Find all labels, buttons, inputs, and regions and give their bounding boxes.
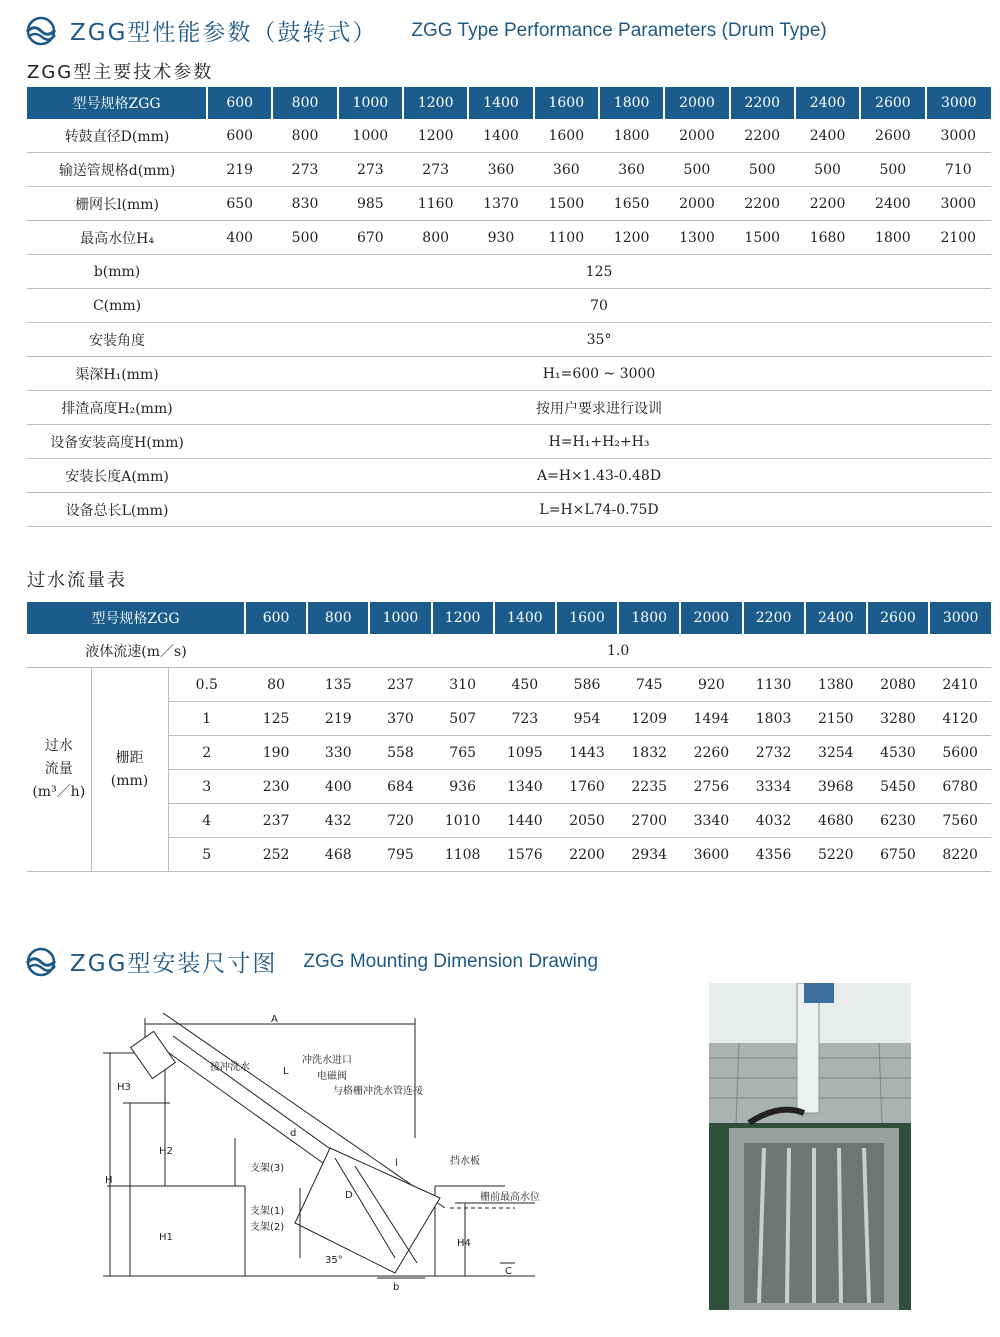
cell: 2600 — [860, 119, 925, 153]
cell: 237 — [245, 804, 307, 838]
pipe-conn-label: 与格栅冲洗水管连接 — [333, 1086, 423, 1097]
cell: 4356 — [743, 838, 805, 872]
cell: 684 — [369, 770, 431, 804]
table1-model: 2000 — [664, 87, 729, 119]
row-label: 最高水位H₄ — [27, 221, 207, 255]
table-row — [27, 153, 991, 187]
table1-header-row — [27, 87, 991, 119]
cell: 2732 — [743, 736, 805, 770]
row-label: 渠深H₁(mm) — [27, 357, 207, 391]
cell: 2050 — [556, 804, 618, 838]
mounting-dimension-drawing — [95, 1008, 545, 1293]
row-label: 设备安装高度H(mm) — [27, 425, 207, 459]
cell: 1300 — [664, 221, 729, 255]
cell: 800 — [403, 221, 468, 255]
cell: 1370 — [468, 187, 533, 221]
cell: 3254 — [805, 736, 867, 770]
table2-model: 2200 — [743, 602, 805, 634]
cell: 985 — [338, 187, 403, 221]
table1-model: 2600 — [860, 87, 925, 119]
row-label: 安装长度A(mm) — [27, 459, 207, 493]
table2-model: 1400 — [494, 602, 556, 634]
gap-value: 4 — [168, 804, 245, 838]
row-label: 设备总长L(mm) — [27, 493, 207, 527]
dim-b-label: b — [393, 1282, 400, 1293]
row-label: 安装角度 — [27, 323, 207, 357]
cell: 745 — [618, 668, 680, 702]
cell: 2400 — [860, 187, 925, 221]
cell: 1400 — [468, 119, 533, 153]
cell: 2200 — [730, 119, 795, 153]
main-parameters-table — [27, 87, 991, 527]
table1-subtitle: ZGG型主要技术参数 — [27, 62, 214, 83]
support3-label: 支架(3) — [250, 1163, 285, 1174]
flow-label-1: 过水 — [44, 738, 73, 754]
cell: 930 — [468, 221, 533, 255]
dim-A-label: A — [271, 1014, 278, 1025]
cell: 125 — [245, 702, 307, 736]
cell: 1095 — [494, 736, 556, 770]
gap-value: 3 — [168, 770, 245, 804]
cell: 1500 — [534, 187, 599, 221]
dim-L-label: L — [283, 1066, 289, 1077]
merged-cell: 70 — [207, 289, 991, 323]
cell: 5450 — [867, 770, 929, 804]
table-row — [27, 804, 991, 838]
cell: 2756 — [680, 770, 742, 804]
velocity-value: 1.0 — [245, 634, 991, 668]
cell: 2200 — [795, 187, 860, 221]
cell: 360 — [599, 153, 664, 187]
dim-C-label: C — [505, 1266, 512, 1277]
dim-H-label: H — [105, 1175, 113, 1186]
dim-H1-label: H1 — [159, 1232, 173, 1243]
cell: 2934 — [618, 838, 680, 872]
cell: 1500 — [730, 221, 795, 255]
spacing-label-1: 栅距 — [115, 749, 144, 766]
cell: 765 — [432, 736, 494, 770]
cell: 1200 — [599, 221, 664, 255]
cell: 252 — [245, 838, 307, 872]
table1-model: 600 — [207, 87, 272, 119]
cell: 1380 — [805, 668, 867, 702]
flush-inlet-label: 冲洗水进口 — [302, 1055, 352, 1066]
cell: 360 — [534, 153, 599, 187]
cell: 3280 — [867, 702, 929, 736]
row-label: 转鼓直径D(mm) — [27, 119, 207, 153]
table2-model: 2400 — [805, 602, 867, 634]
table1-model: 2200 — [730, 87, 795, 119]
table-row — [27, 289, 991, 323]
section1-header — [24, 14, 827, 47]
cell: 4530 — [867, 736, 929, 770]
flow-rate-table — [27, 602, 991, 872]
table1-model: 1800 — [599, 87, 664, 119]
table2-model: 2600 — [867, 602, 929, 634]
cell: 1200 — [403, 119, 468, 153]
table1-model: 1200 — [403, 87, 468, 119]
cell: 135 — [307, 668, 369, 702]
table-row — [27, 119, 991, 153]
cell: 432 — [307, 804, 369, 838]
table-row — [27, 357, 991, 391]
cell: 1800 — [860, 221, 925, 255]
cell: 800 — [272, 119, 337, 153]
cell: 1209 — [618, 702, 680, 736]
cell: 6750 — [867, 838, 929, 872]
row-label: b(mm) — [27, 255, 207, 289]
cell: 558 — [369, 736, 431, 770]
machine-photo — [709, 983, 911, 1310]
angle-label: 35° — [325, 1255, 343, 1266]
merged-cell: H₁=600 ~ 3000 — [207, 357, 991, 391]
cell: 2235 — [618, 770, 680, 804]
merged-cell: 按用户要求进行设训 — [207, 391, 991, 425]
cell: 500 — [272, 221, 337, 255]
dim-D-label: D — [345, 1190, 353, 1201]
dim-d-label: d — [290, 1128, 297, 1139]
cell: 720 — [369, 804, 431, 838]
flow-label-3: (m³／h) — [32, 784, 86, 800]
velocity-label: 液体流速(m／s) — [27, 634, 245, 668]
cell: 4680 — [805, 804, 867, 838]
cell: 2150 — [805, 702, 867, 736]
cell: 400 — [307, 770, 369, 804]
row-label: 栅网长l(mm) — [27, 187, 207, 221]
cell: 3000 — [926, 187, 991, 221]
flow-label — [27, 668, 91, 872]
cell: 370 — [369, 702, 431, 736]
cell: 310 — [432, 668, 494, 702]
velocity-row — [27, 634, 991, 668]
cell: 500 — [795, 153, 860, 187]
cell: 273 — [403, 153, 468, 187]
cell: 3334 — [743, 770, 805, 804]
flush-in-label: 接冲洗水 — [210, 1062, 250, 1073]
valve-label: 电磁阀 — [317, 1071, 347, 1082]
cell: 219 — [207, 153, 272, 187]
max-level-label: 栅前最高水位 — [480, 1192, 540, 1203]
cell: 450 — [494, 668, 556, 702]
baffle-label: 挡水板 — [450, 1156, 480, 1167]
cell: 2000 — [664, 187, 729, 221]
cell: 500 — [860, 153, 925, 187]
cell: 1680 — [795, 221, 860, 255]
cell: 795 — [369, 838, 431, 872]
dim-H3-label: H3 — [117, 1082, 131, 1093]
cell: 830 — [272, 187, 337, 221]
cell: 230 — [245, 770, 307, 804]
merged-cell: 35° — [207, 323, 991, 357]
gap-value: 1 — [168, 702, 245, 736]
cell: 468 — [307, 838, 369, 872]
cell: 1600 — [534, 119, 599, 153]
cell: 7560 — [929, 804, 991, 838]
table1-model: 3000 — [926, 87, 991, 119]
table-row — [27, 187, 991, 221]
cell: 80 — [245, 668, 307, 702]
cell: 2700 — [618, 804, 680, 838]
cell: 3968 — [805, 770, 867, 804]
table2-model: 800 — [307, 602, 369, 634]
gap-value: 2 — [168, 736, 245, 770]
cell: 1650 — [599, 187, 664, 221]
merged-cell: L=H×L74-0.75D — [207, 493, 991, 527]
row-label: 排渣高度H₂(mm) — [27, 391, 207, 425]
spacing-label — [91, 668, 168, 872]
table-row — [27, 838, 991, 872]
cell: 2200 — [556, 838, 618, 872]
cell: 8220 — [929, 838, 991, 872]
table2-model: 1800 — [618, 602, 680, 634]
table1-header-label: 型号规格ZGG — [27, 87, 207, 119]
table2-model: 1200 — [432, 602, 494, 634]
merged-cell: 125 — [207, 255, 991, 289]
table1-model: 1400 — [468, 87, 533, 119]
cell: 500 — [730, 153, 795, 187]
section1-title-en: ZGG Type Performance Parameters (Drum Type) — [411, 19, 827, 41]
table-row — [27, 221, 991, 255]
cell: 1010 — [432, 804, 494, 838]
cell: 1443 — [556, 736, 618, 770]
gap-value: 0.5 — [168, 668, 245, 702]
cell: 1440 — [494, 804, 556, 838]
cell: 1803 — [743, 702, 805, 736]
cell: 936 — [432, 770, 494, 804]
cell: 1130 — [743, 668, 805, 702]
cell: 6780 — [929, 770, 991, 804]
section2-title-cn: ZGG型安装尺寸图 — [70, 951, 278, 977]
dim-H4-label: H4 — [457, 1238, 471, 1249]
cell: 1760 — [556, 770, 618, 804]
cell: 2260 — [680, 736, 742, 770]
table-row — [27, 736, 991, 770]
cell: 4032 — [743, 804, 805, 838]
cell: 2200 — [730, 187, 795, 221]
table-row — [27, 425, 991, 459]
table2-model: 600 — [245, 602, 307, 634]
cell: 723 — [494, 702, 556, 736]
section1-title-cn: ZGG型性能参数（鼓转式） — [70, 20, 378, 46]
cell: 2400 — [795, 119, 860, 153]
cell: 1340 — [494, 770, 556, 804]
cell: 650 — [207, 187, 272, 221]
cell: 273 — [272, 153, 337, 187]
cell: 5600 — [929, 736, 991, 770]
table-row — [27, 770, 991, 804]
cell: 3000 — [926, 119, 991, 153]
merged-cell: H=H₁+H₂+H₃ — [207, 425, 991, 459]
cell: 500 — [664, 153, 729, 187]
cell: 670 — [338, 221, 403, 255]
table2-model: 3000 — [929, 602, 991, 634]
cell: 600 — [207, 119, 272, 153]
support2-label: 支架(2) — [250, 1222, 285, 1233]
cell: 954 — [556, 702, 618, 736]
gap-value: 5 — [168, 838, 245, 872]
merged-cell: A=H×1.43-0.48D — [207, 459, 991, 493]
support1-label: 支架(1) — [250, 1206, 285, 1217]
cell: 1108 — [432, 838, 494, 872]
table-row — [27, 702, 991, 736]
wave-logo-icon — [24, 16, 58, 46]
dim-l-label: l — [395, 1158, 398, 1169]
cell: 219 — [307, 702, 369, 736]
spacing-label-2: (mm) — [110, 772, 149, 789]
cell: 1100 — [534, 221, 599, 255]
cell: 2100 — [926, 221, 991, 255]
cell: 5220 — [805, 838, 867, 872]
row-label: C(mm) — [27, 289, 207, 323]
table-row — [27, 493, 991, 527]
cell: 360 — [468, 153, 533, 187]
cell: 4120 — [929, 702, 991, 736]
cell: 3340 — [680, 804, 742, 838]
dim-H2-label: H2 — [159, 1146, 173, 1157]
table2-model: 2000 — [680, 602, 742, 634]
cell: 1160 — [403, 187, 468, 221]
cell: 273 — [338, 153, 403, 187]
wave-logo-icon — [24, 947, 58, 977]
cell: 330 — [307, 736, 369, 770]
table-row — [27, 255, 991, 289]
cell: 507 — [432, 702, 494, 736]
table-row — [27, 459, 991, 493]
table2-model: 1600 — [556, 602, 618, 634]
cell: 1832 — [618, 736, 680, 770]
flow-label-2: 流量 — [44, 761, 73, 777]
cell: 2000 — [664, 119, 729, 153]
table1-model: 2400 — [795, 87, 860, 119]
cell: 6230 — [867, 804, 929, 838]
table2-model: 1000 — [369, 602, 431, 634]
cell: 1800 — [599, 119, 664, 153]
cell: 190 — [245, 736, 307, 770]
cell: 3600 — [680, 838, 742, 872]
row-label: 输送管规格d(mm) — [27, 153, 207, 187]
cell: 2410 — [929, 668, 991, 702]
table2-header-label: 型号规格ZGG — [27, 602, 245, 634]
cell: 1494 — [680, 702, 742, 736]
cell: 1576 — [494, 838, 556, 872]
table2-subtitle: 过水流量表 — [27, 570, 127, 591]
cell: 920 — [680, 668, 742, 702]
table1-model: 800 — [272, 87, 337, 119]
cell: 586 — [556, 668, 618, 702]
cell: 237 — [369, 668, 431, 702]
cell: 1000 — [338, 119, 403, 153]
section2-header — [24, 945, 598, 978]
table-row — [27, 323, 991, 357]
table2-header-row — [27, 602, 991, 634]
cell: 2080 — [867, 668, 929, 702]
cell: 710 — [926, 153, 991, 187]
section2-title-en: ZGG Mounting Dimension Drawing — [303, 950, 599, 972]
table1-model: 1600 — [534, 87, 599, 119]
table-row — [27, 391, 991, 425]
cell: 400 — [207, 221, 272, 255]
table-row — [27, 668, 991, 702]
table1-model: 1000 — [338, 87, 403, 119]
